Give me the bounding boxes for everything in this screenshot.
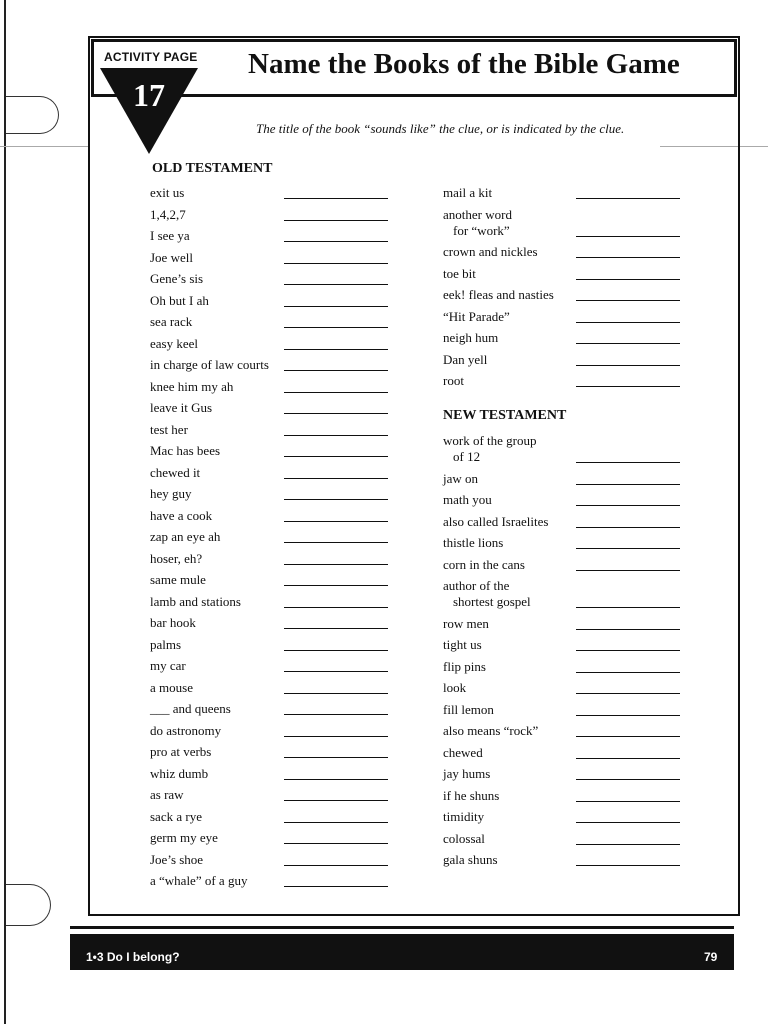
footer-label: 1•3 Do I belong?: [86, 950, 180, 964]
answer-blank[interactable]: [284, 736, 388, 737]
clue-text: [443, 352, 487, 368]
page-title: Name the Books of the Bible Game: [248, 48, 680, 80]
clue-line: 1,4,2,7: [150, 206, 186, 222]
clue-text: [150, 271, 203, 287]
clue-line: chewed it: [150, 464, 201, 480]
answer-blank[interactable]: [284, 478, 388, 479]
clue-text: [150, 637, 181, 653]
answer-blank[interactable]: [576, 548, 680, 549]
answer-blank[interactable]: [576, 570, 680, 571]
answer-blank[interactable]: [284, 800, 388, 801]
answer-blank[interactable]: [284, 865, 388, 866]
answer-blank[interactable]: [284, 521, 388, 522]
clue-line: Dan yell: [443, 351, 488, 367]
clue-text: [443, 723, 538, 739]
clue-text: [150, 508, 212, 524]
clue-text: [443, 535, 503, 551]
clue-line: flip pins: [443, 658, 486, 674]
clue-line: neigh hum: [443, 330, 499, 345]
clue-line: pro at verbs: [150, 744, 212, 759]
answer-blank[interactable]: [576, 365, 680, 366]
clue-text: [443, 852, 498, 868]
answer-blank[interactable]: [284, 779, 388, 780]
answer-blank[interactable]: [284, 349, 388, 350]
answer-blank[interactable]: [576, 279, 680, 280]
answer-blank[interactable]: [576, 715, 680, 716]
answer-blank[interactable]: [284, 499, 388, 500]
answer-blank[interactable]: [576, 236, 680, 237]
answer-blank[interactable]: [576, 527, 680, 528]
clue-text: [150, 594, 241, 610]
answer-blank[interactable]: [284, 198, 388, 199]
clue-line: also called Israelites: [443, 513, 549, 529]
clue-text: [443, 330, 498, 346]
answer-blank[interactable]: [284, 370, 388, 371]
clue-line: timidity: [443, 809, 485, 824]
clue-text: [150, 658, 186, 674]
badge-number: 17: [133, 77, 165, 113]
clue-line: eek! fleas and nasties: [443, 287, 554, 302]
clue-line: same mule: [150, 572, 206, 587]
clue-text: [443, 557, 525, 573]
clue-line: palms: [150, 636, 182, 652]
clue-line: also means “rock”: [443, 723, 539, 738]
answer-blank[interactable]: [576, 198, 680, 199]
clue-line: a mouse: [150, 679, 193, 695]
margin-rule-left: [0, 146, 90, 147]
answer-blank[interactable]: [576, 607, 680, 608]
clue-line: leave it Gus: [150, 400, 213, 415]
clue-text: [150, 809, 202, 825]
clue-line: sea rack: [150, 314, 193, 329]
clue-text: [443, 373, 464, 389]
instructions: The title of the book “sounds like” the clue, or is indicated by the clue.: [256, 121, 625, 136]
activity-badge-triangle: [100, 68, 198, 154]
clue-line: in charge of law courts: [150, 357, 269, 372]
clue-line: tight us: [443, 637, 482, 652]
clue-text: [150, 701, 231, 717]
answer-blank[interactable]: [576, 865, 680, 866]
answer-blank[interactable]: [284, 542, 388, 543]
clue-line: my car: [150, 658, 186, 673]
clue-line: test her: [150, 421, 188, 437]
clue-line: germ my eye: [150, 830, 218, 845]
clue-text: [150, 400, 212, 416]
clue-line: colossal: [443, 830, 485, 846]
clue-text: [443, 745, 483, 761]
clue-text: [443, 471, 478, 487]
answer-blank[interactable]: [284, 822, 388, 823]
clue-line: Gene’s sis: [150, 271, 204, 286]
binder-hole-top: [6, 96, 59, 134]
clue-text: [150, 766, 208, 782]
clue-text: [443, 578, 531, 610]
answer-blank[interactable]: [284, 284, 388, 285]
clue-text: [150, 379, 233, 395]
clue-text: [150, 572, 206, 588]
clue-text: [443, 185, 492, 201]
answer-blank[interactable]: [284, 456, 388, 457]
clue-text: [443, 616, 489, 632]
clue-text: [150, 443, 220, 459]
answer-blank[interactable]: [576, 801, 680, 802]
answer-blank[interactable]: [284, 585, 388, 586]
clue-text: [150, 680, 193, 696]
answer-blank[interactable]: [576, 650, 680, 651]
clue-line: do astronomy: [150, 722, 222, 738]
clue-line-continued: of 12: [453, 449, 481, 464]
clue-line: corn in the cans: [443, 556, 525, 572]
clue-text: [150, 529, 220, 545]
clue-text: [150, 336, 198, 352]
answer-blank[interactable]: [576, 505, 680, 506]
clue-line: bar hook: [150, 615, 196, 630]
clue-text: [150, 615, 196, 631]
clue-line-continued: for “work”: [453, 222, 510, 238]
clue-text: [150, 744, 211, 760]
clue-text: [443, 809, 484, 825]
new-testament-heading: NEW TESTAMENT: [443, 408, 567, 423]
clue-line: gala shuns: [443, 852, 498, 867]
answer-blank[interactable]: [576, 386, 680, 387]
clue-text: [150, 422, 188, 438]
clue-text: [150, 486, 192, 502]
clue-text: [443, 788, 499, 804]
answer-blank[interactable]: [284, 263, 388, 264]
clue-line: knee him my ah: [150, 378, 234, 394]
answer-blank[interactable]: [284, 435, 388, 436]
clue-text: [150, 250, 193, 266]
clue-line: Joe well: [150, 249, 193, 265]
answer-blank[interactable]: [284, 413, 388, 414]
answer-blank[interactable]: [284, 607, 388, 608]
clue-line: sack a rye: [150, 808, 202, 824]
clue-line: thistle lions: [443, 535, 504, 550]
answer-blank[interactable]: [576, 736, 680, 737]
clue-text: [443, 702, 494, 718]
answer-blank[interactable]: [576, 844, 680, 845]
answer-blank[interactable]: [284, 241, 388, 242]
answer-blank[interactable]: [284, 306, 388, 307]
clue-line: exit us: [150, 185, 185, 200]
clue-text: [443, 514, 548, 530]
answer-blank[interactable]: [576, 343, 680, 344]
clue-text: [150, 852, 203, 868]
clue-line: Joe’s shoe: [150, 851, 204, 867]
answer-blank[interactable]: [576, 322, 680, 323]
answer-blank[interactable]: [284, 693, 388, 694]
clue-text: [443, 287, 554, 303]
binder-hole-bottom: [6, 884, 51, 926]
answer-blank[interactable]: [284, 650, 388, 651]
answer-blank[interactable]: [576, 629, 680, 630]
clue-line: fill lemon: [443, 701, 494, 717]
clue-line: Mac has bees: [150, 443, 221, 458]
clue-text: [443, 244, 538, 260]
answer-blank[interactable]: [284, 843, 388, 844]
page-number: 79: [704, 950, 718, 964]
clue-line: I see ya: [150, 228, 190, 243]
answer-blank[interactable]: [576, 693, 680, 694]
answer-blank[interactable]: [284, 671, 388, 672]
clue-text: [443, 831, 485, 847]
clue-line: “Hit Parade”: [443, 308, 510, 324]
clue-line: ___ and queens: [150, 701, 231, 716]
clue-line: look: [443, 680, 467, 695]
clue-line: a “whale” of a guy: [150, 873, 248, 888]
clue-line: zap an eye ah: [150, 529, 221, 544]
answer-blank[interactable]: [576, 779, 680, 780]
clue-text: [150, 465, 200, 481]
clue-line: Oh but I ah: [150, 292, 209, 308]
clue-line: row men: [443, 615, 489, 631]
answer-blank[interactable]: [284, 757, 388, 758]
page-left-edge: [4, 0, 6, 1024]
answer-blank[interactable]: [284, 327, 388, 328]
clue-text: [150, 357, 269, 373]
clue-line: hoser, eh?: [150, 550, 203, 566]
clue-text: [443, 266, 476, 282]
answer-blank[interactable]: [576, 758, 680, 759]
clue-text: [150, 185, 184, 201]
answer-blank[interactable]: [576, 257, 680, 258]
clue-line: work of the group: [443, 433, 537, 448]
answer-blank[interactable]: [576, 484, 680, 485]
clue-text: [443, 637, 482, 653]
clue-text: [443, 766, 490, 782]
clue-line: chewed: [443, 744, 483, 760]
clue-line: root: [443, 373, 464, 388]
clue-line: another word: [443, 206, 512, 222]
clue-text: [150, 873, 247, 889]
clue-text: [150, 228, 190, 244]
answer-blank[interactable]: [284, 628, 388, 629]
clue-text: [150, 207, 186, 223]
answer-blank[interactable]: [284, 220, 388, 221]
clue-text: [443, 433, 537, 465]
clue-line: math you: [443, 492, 492, 507]
clue-text: [443, 659, 486, 675]
clue-text: [443, 492, 492, 508]
footer-rule: [70, 926, 734, 929]
clue-line: jay hums: [443, 766, 491, 781]
answer-blank[interactable]: [284, 886, 388, 887]
clue-line: mail a kit: [443, 185, 493, 200]
clue-line: have a cook: [150, 507, 213, 523]
answer-blank[interactable]: [284, 714, 388, 715]
clue-text: [443, 309, 510, 325]
answer-blank[interactable]: [576, 300, 680, 301]
activity-page-label: ACTIVITY PAGE: [104, 50, 198, 64]
clue-line: author of the: [443, 578, 510, 593]
clue-text: [443, 680, 466, 696]
clue-text: [150, 293, 209, 309]
clue-line: toe bit: [443, 265, 476, 281]
answer-blank[interactable]: [284, 564, 388, 565]
clue-text: [150, 551, 202, 567]
clue-text: [150, 830, 218, 846]
clue-text: [150, 723, 221, 739]
clue-line: if he shuns: [443, 787, 500, 803]
clue-text: [150, 314, 192, 330]
clue-text: [443, 207, 512, 239]
answer-blank[interactable]: [284, 392, 388, 393]
clue-line: as raw: [150, 787, 184, 802]
clue-line: whiz dumb: [150, 765, 209, 781]
clue-line: lamb and stations: [150, 593, 241, 609]
clue-line: crown and nickles: [443, 244, 538, 259]
clue-line-continued: shortest gospel: [453, 594, 531, 609]
clue-line: easy keel: [150, 335, 199, 351]
clue-line: jaw on: [443, 470, 479, 486]
old-testament-heading: OLD TESTAMENT: [152, 161, 273, 176]
answer-blank[interactable]: [576, 822, 680, 823]
answer-blank[interactable]: [576, 462, 680, 463]
clue-text: [150, 787, 184, 803]
clue-line: hey guy: [150, 486, 192, 501]
answer-blank[interactable]: [576, 672, 680, 673]
